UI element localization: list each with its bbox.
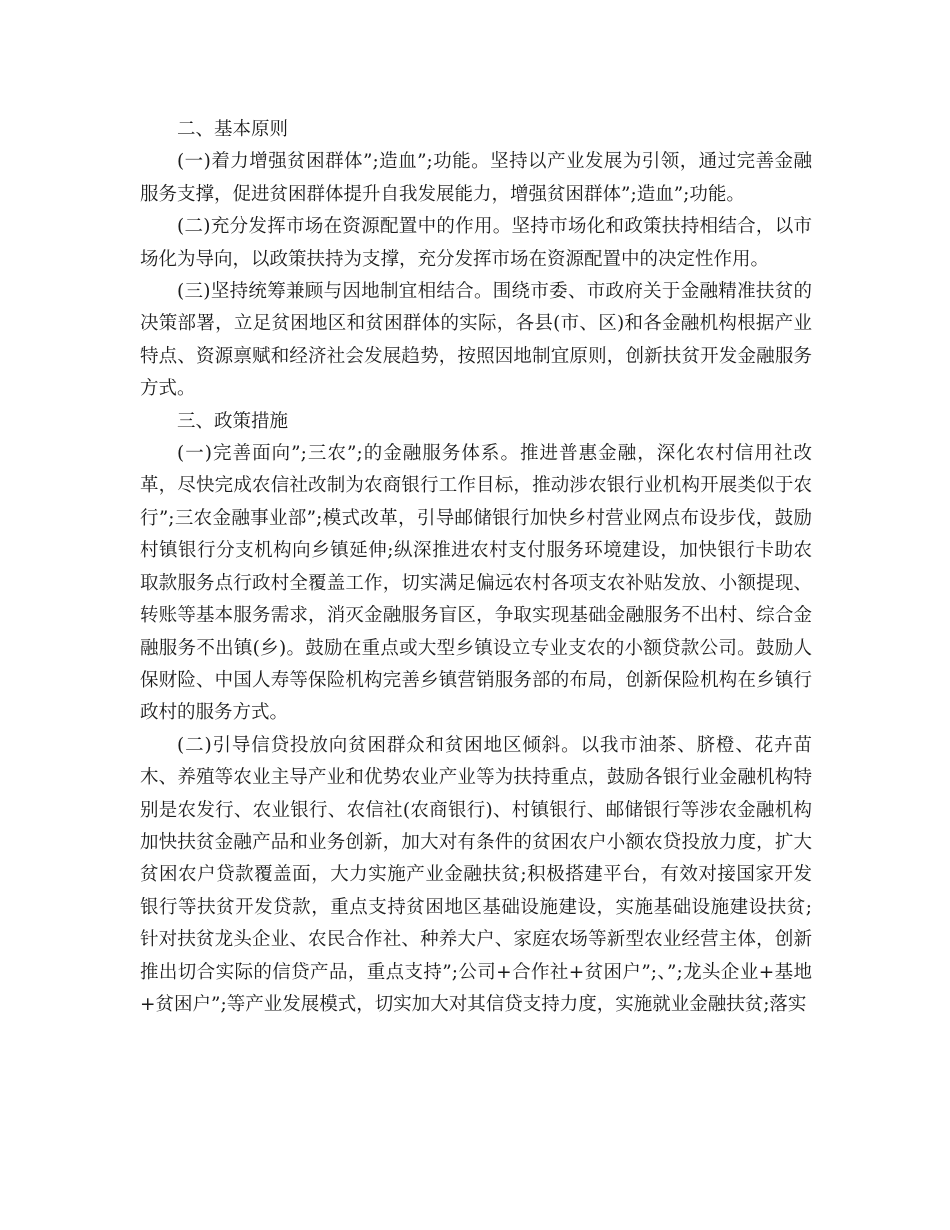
paragraph-principle-3: (三)坚持统筹兼顾与因地制宜相结合。围绕市委、市政府关于金融精准扶贫的决策部署，立足贫困地区和贫困群体的实际，各县(市、区)和各金融机构根据产业特点、资源禀赋和经济社会发展趋势，按照因地制宜原则，创新扶贫开发金融服务方式。 <box>140 281 812 400</box>
document-body <box>140 114 812 1021</box>
section-heading-basic-principles: 二、基本原则 <box>177 119 289 140</box>
paragraph-principle-1: (一)着力增强贫困群体”;造血”;功能。坚持以产业发展为引领，通过完善金融服务支撑，促进贫困群体提升自我发展能力，增强贫困群体”;造血”;功能。 <box>140 151 812 205</box>
paragraph-measure-2: (二)引导信贷投放向贫困群众和贫困地区倾斜。以我市油茶、脐橙、花卉苗木、养殖等农业主导产业和优势农业产业等为扶持重点，鼓励各银行业金融机构特别是农发行、农业银行、农信社(农商银行)、村镇银行、邮储银行等涉农金融机构加快扶贫金融产品和业务创新，加大对有条件的贫困农户小额农贷投放力度，扩大贫困农户贷款覆盖面，大力实施产业金融扶贫;积极搭建平台，有效对接国家开发银行等扶贫开发贷款，重点支持贫困地区基础设施建设，实施基础设施建设扶贫;针对扶贫龙头企业、农民合作社、种养大户、家庭农场等新型农业经营主体，创新推出切合实际的信贷产品，重点支持”;公司+合作社+贫困户”;、”;龙头企业+基地+贫困户”;等产业发展模式，切实加大对其信贷支持力度，实施就业金融扶贫;落实 <box>140 734 812 1015</box>
section-heading-policy-measures: 三、政策措施 <box>177 410 289 432</box>
paragraph-principle-2: (二)充分发挥市场在资源配置中的作用。坚持市场化和政策扶持相结合，以市场化为导向，以政策扶持为支撑，充分发挥市场在资源配置中的决定性作用。 <box>140 216 812 270</box>
paragraph-measure-1: (一)完善面向”;三农”;的金融服务体系。推进普惠金融，深化农村信用社改革，尽快完成农信社改制为农商银行工作目标，推动涉农银行业机构开展类似于农行”;三农金融事业部”;模式改革，引导邮储银行加快乡村营业网点布设步伐，鼓励村镇银行分支机构向乡镇延伸;纵深推进农村支付服务环境建设，加快银行卡助农取款服务点行政村全覆盖工作，切实满足偏远农村各项支农补贴发放、小额提现、转账等基本服务需求，消灭金融服务盲区，争取实现基础金融服务不出村、综合金融服务不出镇(乡)。鼓励在重点或大型乡镇设立专业支农的小额贷款公司。鼓励人保财险、中国人寿等保险机构完善乡镇营销服务部的布局，创新保险机构在乡镇行政村的服务方式。 <box>140 443 812 724</box>
